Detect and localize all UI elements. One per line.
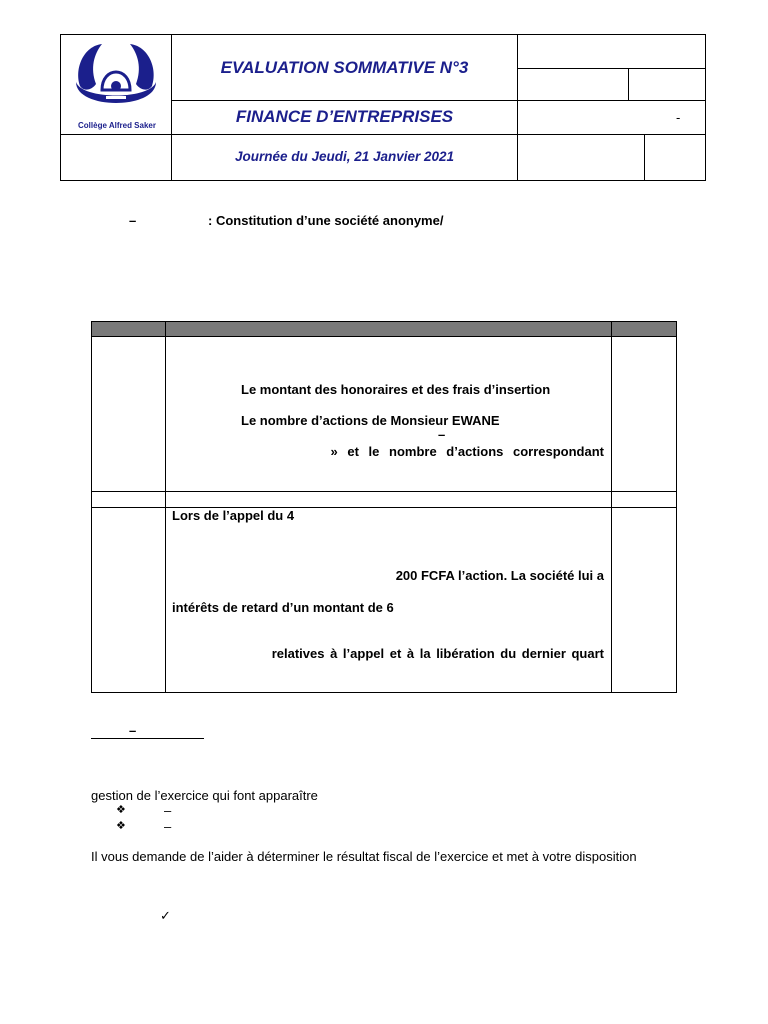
row3-line3: intérêts de retard d’un montant de 6 xyxy=(172,600,394,615)
row3-line1: Lors de l’appel du 4 xyxy=(172,508,295,523)
table-header-cell xyxy=(91,321,166,337)
table-cell xyxy=(91,507,166,693)
diamond-bullet-icon: ❖ xyxy=(116,804,126,816)
school-name: Collège Alfred Saker xyxy=(78,121,156,130)
school-logo xyxy=(70,38,162,120)
table-cell xyxy=(611,507,677,693)
row1-line3: » et le nombre d’actions correspondant xyxy=(330,444,604,459)
diamond-bullet-icon: ❖ xyxy=(116,820,126,832)
check-icon: ✓ xyxy=(160,908,171,923)
subject-title: FINANCE D’ENTREPRISES xyxy=(235,107,454,126)
bullet-1-text: – xyxy=(164,803,172,818)
row3-line4: relatives à l’appel et à la libération du dernier quart xyxy=(271,646,604,661)
row3-line2: 200 FCFA l’action. La société lui a xyxy=(395,568,604,583)
subject-right-text: - xyxy=(676,110,681,125)
section1-title: : Constitution d’une société anonyme/ xyxy=(208,213,444,228)
paragraph-1: gestion de l’exercice qui font apparaître xyxy=(91,788,318,803)
table-cell xyxy=(91,491,166,508)
exam-title: EVALUATION SOMMATIVE N°3 xyxy=(220,58,469,77)
exam-date: Journée du Jeudi, 21 Janvier 2021 xyxy=(234,149,455,164)
table-cell xyxy=(165,491,612,508)
table-header-cell xyxy=(611,321,677,337)
row1-line2: Le nombre d’actions de Monsieur EWANE xyxy=(241,413,500,428)
row1-dash: – xyxy=(438,427,446,442)
section2-dash: – xyxy=(129,723,137,738)
table-cell xyxy=(611,491,677,508)
table-header-cell xyxy=(165,321,612,337)
school-logo-icon xyxy=(70,38,162,120)
row1-line1: Le montant des honoraires et des frais d’insertion xyxy=(241,382,551,397)
paragraph-2: Il vous demande de l’aider à déterminer le résultat fiscal de l’exercice et met à votre disposition xyxy=(91,849,637,864)
bullet-2-text: – xyxy=(164,819,172,834)
section2-underline xyxy=(91,738,204,739)
section1-dash: – xyxy=(129,213,137,228)
table-cell xyxy=(611,336,677,492)
table-cell xyxy=(91,336,166,492)
